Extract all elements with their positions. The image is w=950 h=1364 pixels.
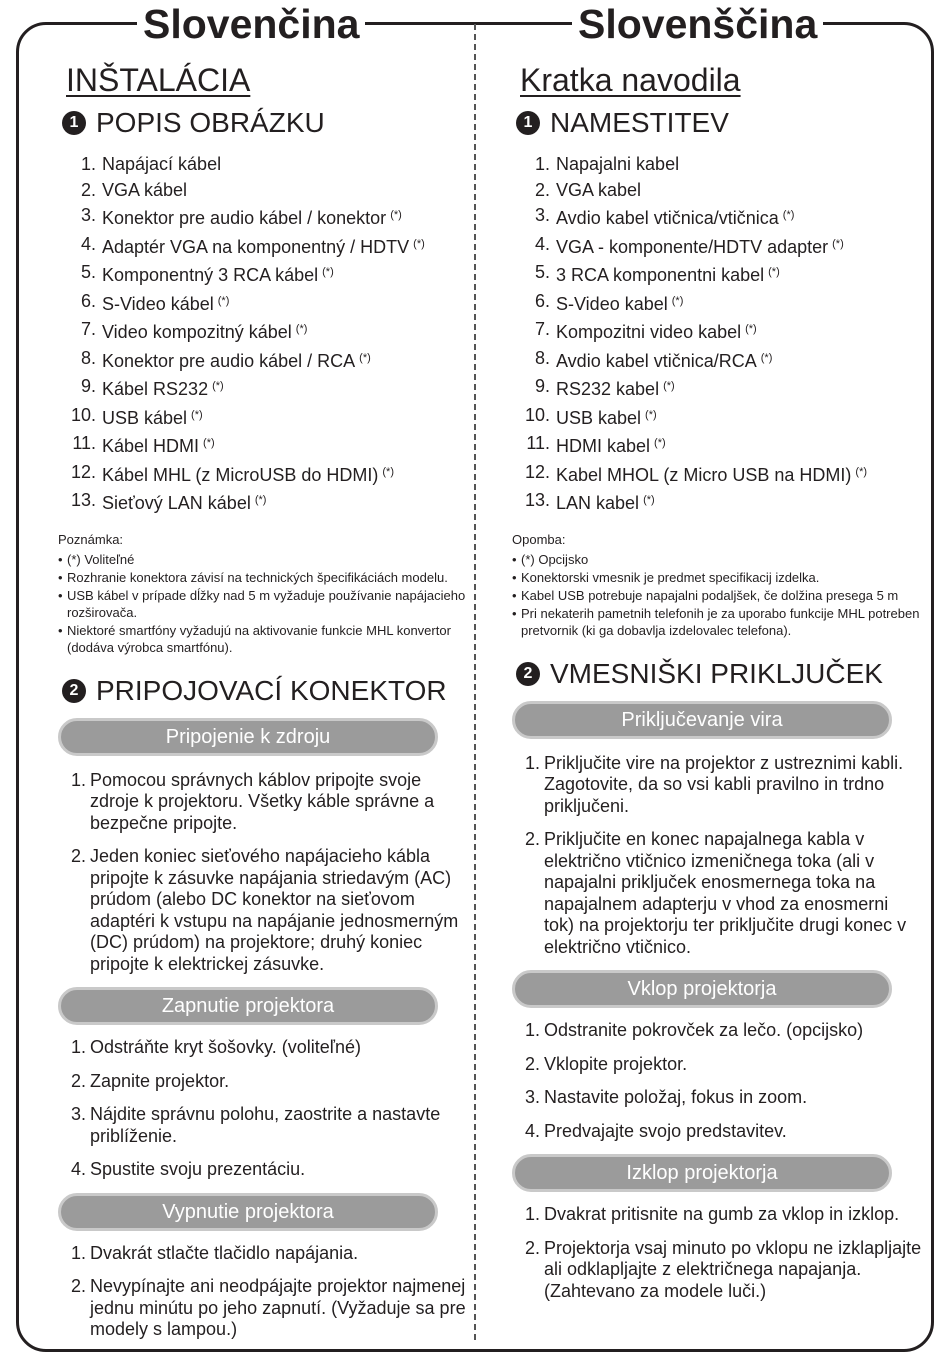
step-text: Spustite svoju prezentáciu. — [90, 1159, 306, 1179]
item-number: 11. — [526, 433, 550, 453]
step-number: 1. — [524, 1020, 540, 1040]
item-label: Video kompozitný kábel — [102, 322, 292, 342]
column-left — [58, 60, 468, 1353]
list-item — [58, 374, 468, 403]
notes-block — [512, 531, 922, 639]
note-item: • Niektoré smartfóny vyžadujú na aktivovanie funkcie MHL konvertor (dodáva výrobca smartfónu). — [58, 622, 468, 656]
note-item: • USB kábel v prípade dĺžky nad 5 m vyžaduje používanie napájacieho rozširovača. — [58, 587, 468, 621]
list-item — [512, 152, 922, 178]
optional-mark: (*) — [359, 351, 371, 364]
item-text — [556, 346, 772, 375]
item-number: 5. — [534, 262, 550, 282]
item-label: 3 RCA komponentni kabel — [556, 265, 765, 285]
section-heading-connector — [62, 674, 468, 708]
step-item — [58, 1243, 468, 1265]
item-text — [102, 374, 224, 403]
item-number: 4. — [534, 233, 550, 254]
step-text: Priključite en konec napajalnega kabla v električno vtičnico izmeničnega toka (ali v napajalni priključek enosmernega toka na napajalnem adapterju v vhod za enosmerni tok) na projektorju ter priključite drugi konec v električno vtičnico. — [544, 829, 907, 957]
list-item — [512, 203, 922, 232]
item-text — [556, 260, 780, 289]
item-number: 6. — [80, 290, 96, 311]
step-item — [512, 1020, 922, 1042]
section-title: NAMESTITEV — [550, 107, 729, 138]
item-number: 8. — [534, 347, 550, 368]
step-number: 3. — [524, 1087, 540, 1107]
optional-mark: (*) — [663, 380, 675, 392]
section-number-badge: 2 — [62, 679, 86, 703]
list-item — [512, 346, 922, 375]
step-number: 2. — [70, 1070, 86, 1091]
item-number: 4. — [80, 233, 96, 254]
item-label: VGA kabel — [556, 179, 642, 200]
item-label: Napájací kábel — [102, 154, 222, 174]
notes-block — [58, 531, 468, 656]
optional-mark: (*) — [782, 209, 795, 221]
list-item — [512, 460, 922, 489]
item-label: Napajalni kabel — [556, 154, 680, 174]
item-text — [556, 403, 657, 432]
list-item — [58, 203, 468, 232]
item-text — [556, 488, 655, 517]
step-number: 2. — [524, 1053, 540, 1074]
item-text — [102, 460, 394, 489]
step-number: 4. — [524, 1120, 540, 1141]
cable-list — [512, 152, 922, 517]
item-label: S-Video kabel — [556, 293, 668, 314]
optional-mark: (*) — [295, 323, 308, 335]
item-text — [102, 152, 221, 178]
step-item — [512, 1204, 922, 1226]
step-number: 2. — [70, 1276, 86, 1296]
item-number: 3. — [534, 205, 550, 225]
note-title: Poznámka: — [58, 531, 124, 547]
step-number: 1. — [524, 752, 540, 773]
step-text: Jeden koniec sieťového napájacieho kábla pripojte k zásuvke napájania striedavým (AC) prúdom (alebo DC konektor na sieťovom adaptéri k vstupu na napájanie jednosmerným (DC) prúdom) na projektore; druhý koniec pripojte k elektrickej zásuvke. — [90, 846, 459, 974]
item-number: 8. — [80, 347, 96, 368]
column-right — [512, 60, 922, 1314]
optional-mark: (*) — [654, 437, 666, 449]
step-item — [512, 1054, 922, 1076]
step-item — [512, 1238, 922, 1303]
step-number: 2. — [70, 846, 86, 866]
step-text: Odstranite pokrovček za lečo. (opcijsko) — [544, 1020, 864, 1040]
power-steps — [58, 770, 468, 976]
note-title: Opomba: — [512, 531, 566, 547]
note-item: • Konektorski vmesnik je predmet specifikacij izdelka. — [512, 569, 922, 586]
list-item — [58, 232, 468, 261]
optional-mark: (*) — [203, 437, 215, 449]
optional-mark: (*) — [382, 465, 394, 478]
subsection-on-heading: Vklop projektorja — [512, 970, 892, 1008]
step-number: 2. — [524, 1237, 540, 1258]
item-label: S-Video kábel — [102, 293, 214, 314]
list-item — [512, 317, 922, 346]
item-number: 1. — [534, 154, 550, 174]
item-number: 1. — [80, 154, 96, 174]
item-number: 5. — [80, 262, 96, 282]
main-title: INŠTALÁCIA — [66, 62, 251, 98]
step-text: Priključite vire na projektor z ustreznimi kabli. Zagotovite, da so vsi kabli pravilno in trdno priključeni. — [544, 752, 904, 816]
list-item — [512, 232, 922, 261]
item-number: 9. — [80, 376, 96, 396]
note-item: • (*) Voliteľné — [58, 551, 468, 568]
note-list — [512, 551, 922, 639]
item-number: 10. — [524, 404, 550, 425]
note-item: • Rozhranie konektora závisí na technických špecifikáciách modelu. — [58, 569, 468, 586]
item-label: LAN kabel — [556, 493, 640, 513]
subsection-power-heading: Pripojenie k zdroju — [58, 718, 438, 756]
optional-mark: (*) — [645, 408, 657, 421]
optional-mark: (*) — [643, 494, 655, 506]
step-text: Nájdite správnu polohu, zaostrite a nastavte priblíženie. — [90, 1104, 441, 1146]
item-label: Kábel HDMI — [102, 436, 200, 456]
item-text — [102, 260, 334, 289]
list-item — [58, 317, 468, 346]
item-text — [556, 431, 666, 460]
step-number: 1. — [70, 1037, 86, 1057]
step-number: 1. — [70, 1242, 86, 1263]
item-label: Konektor pre audio kábel / RCA — [102, 350, 356, 371]
step-item — [58, 1071, 468, 1093]
optional-mark: (*) — [191, 408, 203, 421]
section-title: VMESNIŠKI PRIKLJUČEK — [550, 657, 883, 689]
item-text — [556, 232, 844, 261]
note-item: • Pri nekaterih pametnih telefonih je za uporabo funkcije MHL potreben pretvornik (ki ga dobavlja izdelovalec telefona). — [512, 605, 922, 639]
item-label: VGA kábel — [102, 179, 188, 200]
subsection-on-heading: Zapnutie projektora — [58, 987, 438, 1025]
section-heading-description — [516, 106, 922, 140]
step-text: Pomocou správnych káblov pripojte svoje zdroje k projektoru. Všetky káble správne a bezpečne pripojte. — [90, 769, 435, 833]
item-label: Kábel MHL (z MicroUSB do HDMI) — [102, 464, 379, 485]
step-item — [58, 1276, 468, 1341]
item-text — [556, 460, 867, 489]
subsection-off-heading: Izklop projektorja — [512, 1154, 892, 1192]
item-label: Konektor pre audio kábel / konektor — [102, 208, 387, 228]
optional-mark: (*) — [413, 237, 425, 250]
list-item — [512, 260, 922, 289]
step-item — [512, 1087, 922, 1109]
item-number: 12. — [524, 461, 550, 482]
on-steps — [58, 1037, 468, 1181]
step-item — [58, 846, 468, 975]
item-text — [102, 431, 215, 460]
note-list — [58, 551, 468, 656]
step-item — [58, 1159, 468, 1181]
item-label: USB kabel — [556, 407, 642, 428]
item-number: 13. — [524, 490, 550, 510]
section-heading-connector — [516, 657, 922, 691]
cable-list — [58, 152, 468, 517]
optional-mark: (*) — [322, 266, 334, 278]
item-number: 2. — [534, 179, 550, 200]
list-item — [512, 403, 922, 432]
optional-mark: (*) — [855, 465, 868, 478]
step-text: Odstráňte kryt šošovky. (voliteľné) — [90, 1037, 362, 1057]
off-steps — [58, 1243, 468, 1341]
item-number: 7. — [80, 319, 96, 339]
optional-mark: (*) — [671, 294, 684, 307]
section-number-badge: 2 — [516, 662, 540, 686]
list-item — [512, 488, 922, 517]
item-text — [102, 289, 229, 318]
main-title: Kratka navodila — [520, 62, 741, 98]
power-steps — [512, 753, 922, 959]
step-text: Zapnite projektor. — [90, 1070, 230, 1091]
item-number: 11. — [72, 433, 96, 453]
item-text — [102, 203, 402, 232]
subsection-power-heading: Priključevanje vira — [512, 701, 892, 739]
optional-mark: (*) — [254, 494, 267, 506]
step-text: Predvajajte svojo predstavitev. — [544, 1120, 787, 1141]
list-item — [58, 289, 468, 318]
language-heading-right: Slovenščina — [572, 2, 823, 46]
item-label: VGA - komponente/HDTV adapter — [556, 236, 829, 257]
step-text: Nevypínajte ani neodpájajte projektor najmenej jednu minútu po jeho zapnutí. (Vyžaduje sa pre modely s lampou.) — [90, 1276, 466, 1339]
step-number: 1. — [524, 1204, 540, 1224]
item-text — [556, 317, 757, 346]
on-steps — [512, 1020, 922, 1142]
section-title: POPIS OBRÁZKU — [96, 107, 325, 138]
step-item — [58, 770, 468, 835]
list-item — [58, 346, 468, 375]
item-text — [556, 203, 794, 232]
item-text — [102, 488, 266, 517]
item-text — [102, 346, 371, 375]
item-label: Adaptér VGA na komponentný / HDTV — [102, 236, 410, 257]
list-item — [58, 178, 468, 204]
list-item — [58, 152, 468, 178]
step-item — [58, 1037, 468, 1059]
step-number: 1. — [70, 769, 86, 790]
item-label: Komponentný 3 RCA kábel — [102, 265, 319, 285]
item-label: Avdio kabel vtičnica/vtičnica — [556, 208, 779, 228]
list-item — [512, 289, 922, 318]
item-label: Kompozitni video kabel — [556, 322, 742, 342]
item-text — [556, 178, 641, 204]
optional-mark: (*) — [760, 351, 773, 364]
item-label: RS232 kabel — [556, 379, 660, 399]
item-label: HDMI kabel — [556, 436, 651, 456]
list-item — [512, 374, 922, 403]
note-item: • Kabel USB potrebuje napajalni podaljšek, če dolžina presega 5 m — [512, 587, 922, 604]
item-number: 6. — [534, 290, 550, 311]
step-text: Vklopite projektor. — [544, 1053, 688, 1074]
list-item — [58, 403, 468, 432]
section-number-badge: 1 — [62, 111, 86, 135]
item-text — [102, 403, 203, 432]
off-steps — [512, 1204, 922, 1302]
optional-mark: (*) — [217, 294, 230, 307]
section-title: PRIPOJOVACÍ KONEKTOR — [96, 674, 447, 706]
item-label: Kabel MHOL (z Micro USB na HDMI) — [556, 464, 852, 485]
item-text — [102, 178, 187, 204]
optional-mark: (*) — [832, 237, 844, 250]
item-number: 7. — [534, 319, 550, 339]
item-label: Sieťový LAN kábel — [102, 493, 251, 513]
optional-mark: (*) — [745, 323, 757, 335]
step-text: Dvakrát stlačte tlačidlo napájania. — [90, 1242, 359, 1263]
item-label: Avdio kabel vtičnica/RCA — [556, 350, 757, 371]
item-number: 9. — [534, 376, 550, 396]
step-text: Projektorja vsaj minuto po vklopu ne izklapljajte ali odklapljajte z električnega napajanja. (Zahtevano za modele luči.) — [544, 1237, 922, 1301]
step-number: 4. — [70, 1159, 86, 1179]
step-item — [512, 829, 922, 958]
optional-mark: (*) — [212, 380, 224, 392]
item-label: Kábel RS232 — [102, 379, 209, 399]
language-heading-left: Slovenčina — [137, 2, 365, 46]
step-number: 3. — [70, 1104, 86, 1124]
item-text — [556, 374, 675, 403]
item-text — [556, 152, 679, 178]
section-heading-description — [62, 106, 468, 140]
section-number-badge: 1 — [516, 111, 540, 135]
step-number: 2. — [524, 829, 540, 849]
optional-mark: (*) — [768, 266, 780, 278]
item-text — [556, 289, 683, 318]
optional-mark: (*) — [390, 209, 402, 221]
list-item — [58, 431, 468, 460]
note-item: • (*) Opcijsko — [512, 551, 922, 568]
item-label: USB kábel — [102, 407, 188, 428]
step-item — [512, 1121, 922, 1143]
step-text: Nastavite položaj, fokus in zoom. — [544, 1087, 808, 1107]
list-item — [58, 460, 468, 489]
step-item — [512, 753, 922, 818]
item-number: 2. — [80, 179, 96, 200]
list-item — [512, 431, 922, 460]
step-text: Dvakrat pritisnite na gumb za vklop in izklop. — [544, 1204, 900, 1224]
list-item — [58, 488, 468, 517]
item-number: 3. — [80, 205, 96, 225]
column-divider — [474, 24, 476, 1340]
item-number: 13. — [70, 490, 96, 510]
list-item — [512, 178, 922, 204]
item-number: 12. — [70, 461, 96, 482]
list-item — [58, 260, 468, 289]
item-number: 10. — [70, 404, 96, 425]
subsection-off-heading: Vypnutie projektora — [58, 1193, 438, 1231]
item-text — [102, 317, 307, 346]
item-text — [102, 232, 425, 261]
step-item — [58, 1104, 468, 1147]
